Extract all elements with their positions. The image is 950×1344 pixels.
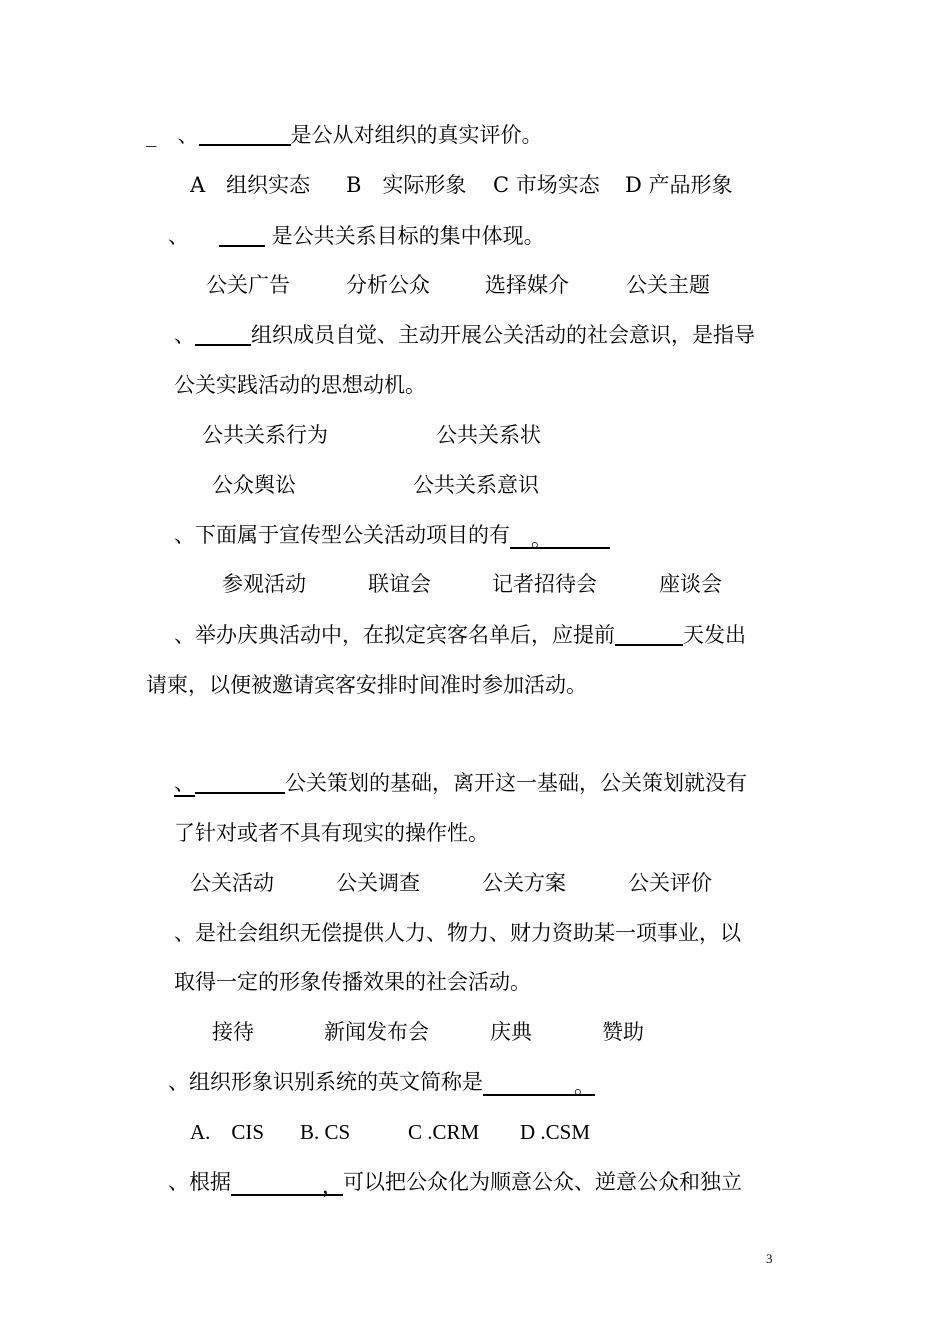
question-5-text: 天发出 [683, 623, 746, 647]
question-5-prefix: 、举办庆典活动中，在拟定宾客名单后，应提前 [174, 623, 615, 647]
question-4-stem [174, 521, 610, 549]
question-6-prefix: 、 [174, 771, 195, 795]
option: 分析公众 [346, 273, 430, 297]
question-5-stem-line2: 请柬，以便被邀请宾客安排时间准时参加活动。 [146, 673, 587, 697]
option: D 产品形象 [625, 173, 733, 197]
question-3-option: 公众舆讼 [212, 473, 296, 497]
answer-blank [199, 122, 291, 146]
question-3-stem [174, 321, 755, 349]
option: 公关方案 [482, 871, 566, 895]
option: 庆典 [490, 1020, 532, 1044]
question-6-stem-line2: 了针对或者不具有现实的操作性。 [174, 821, 489, 845]
question-3-option: 公共关系行为 [202, 423, 328, 447]
question-1-text: 是公从对组织的真实评价。 [290, 123, 543, 147]
question-2-text: 是公共关系目标的集中体现。 [265, 224, 545, 248]
question-1-stem [146, 121, 543, 149]
answer-blank [219, 223, 265, 247]
answer-blank [195, 322, 251, 346]
answer-blank [615, 622, 683, 646]
question-7-stem-line2: 取得一定的形象传播效果的社会活动。 [174, 970, 531, 994]
option: 新闻发布会 [324, 1020, 429, 1044]
question-8-options [190, 1118, 590, 1146]
option: C .CRM [408, 1120, 480, 1144]
question-8-prefix: 、组织形象识别系统的英文简称是 [168, 1070, 483, 1094]
answer-blank: 。 [483, 1072, 595, 1096]
question-2-prefix: 、 [168, 224, 189, 248]
question-9-text: 可以把公众化为顺意公众、逆意公众和独立 [343, 1170, 742, 1194]
option: 公关活动 [190, 871, 274, 895]
question-3-option: 公共关系状 [436, 423, 541, 447]
option: 记者招待会 [492, 572, 597, 596]
option: B. CS [300, 1120, 351, 1144]
question-2-stem [168, 222, 545, 250]
option: 联谊会 [368, 572, 431, 596]
answer-blank [195, 770, 285, 794]
option: 赞助 [602, 1020, 644, 1044]
option: 公关主题 [626, 273, 710, 297]
question-1-prefix: _ 、 [146, 123, 199, 147]
question-9-stem [168, 1168, 742, 1196]
question-6-options [190, 869, 712, 897]
page-number: 3 [766, 1251, 773, 1266]
question-8-stem [168, 1068, 595, 1096]
question-5-stem [174, 621, 746, 649]
answer-blank: 。 [510, 525, 610, 549]
answer-blank: ， [231, 1172, 343, 1196]
question-4-prefix: 、下面属于宣传型公关活动项目的有 [174, 523, 510, 547]
option: C 市场实态 [493, 173, 600, 197]
option: A. CIS [190, 1120, 265, 1144]
question-3-prefix: 、 [174, 323, 195, 347]
option: 公关广告 [206, 273, 290, 297]
question-7-stem: 、是社会组织无偿提供人力、物力、财力资助某一项事业，以 [174, 921, 741, 945]
question-3-stem-line2: 公关实践活动的思想动机。 [174, 373, 426, 397]
option: 公关调查 [336, 871, 420, 895]
question-3-option: 公共关系意识 [413, 473, 539, 497]
question-3-text: 组织成员自觉、主动开展公关活动的社会意识，是指导 [251, 323, 755, 347]
option: 参观活动 [222, 572, 306, 596]
option: 选择媒介 [485, 273, 569, 297]
option: B 实际形象 [346, 173, 467, 197]
option: 接待 [212, 1020, 254, 1044]
option: 公关评价 [628, 871, 712, 895]
option: D .CSM [520, 1120, 591, 1144]
question-2-options [206, 271, 710, 299]
question-1-options [190, 171, 733, 199]
option: A 组织实态 [190, 173, 311, 197]
question-6-text: 公关策划的基础，离开这一基础，公关策划就没有 [285, 771, 747, 795]
question-6-stem [174, 769, 747, 797]
question-7-options [212, 1018, 644, 1046]
question-9-prefix: 、根据 [168, 1170, 231, 1194]
question-4-options [222, 570, 722, 598]
option: 座谈会 [659, 572, 722, 596]
